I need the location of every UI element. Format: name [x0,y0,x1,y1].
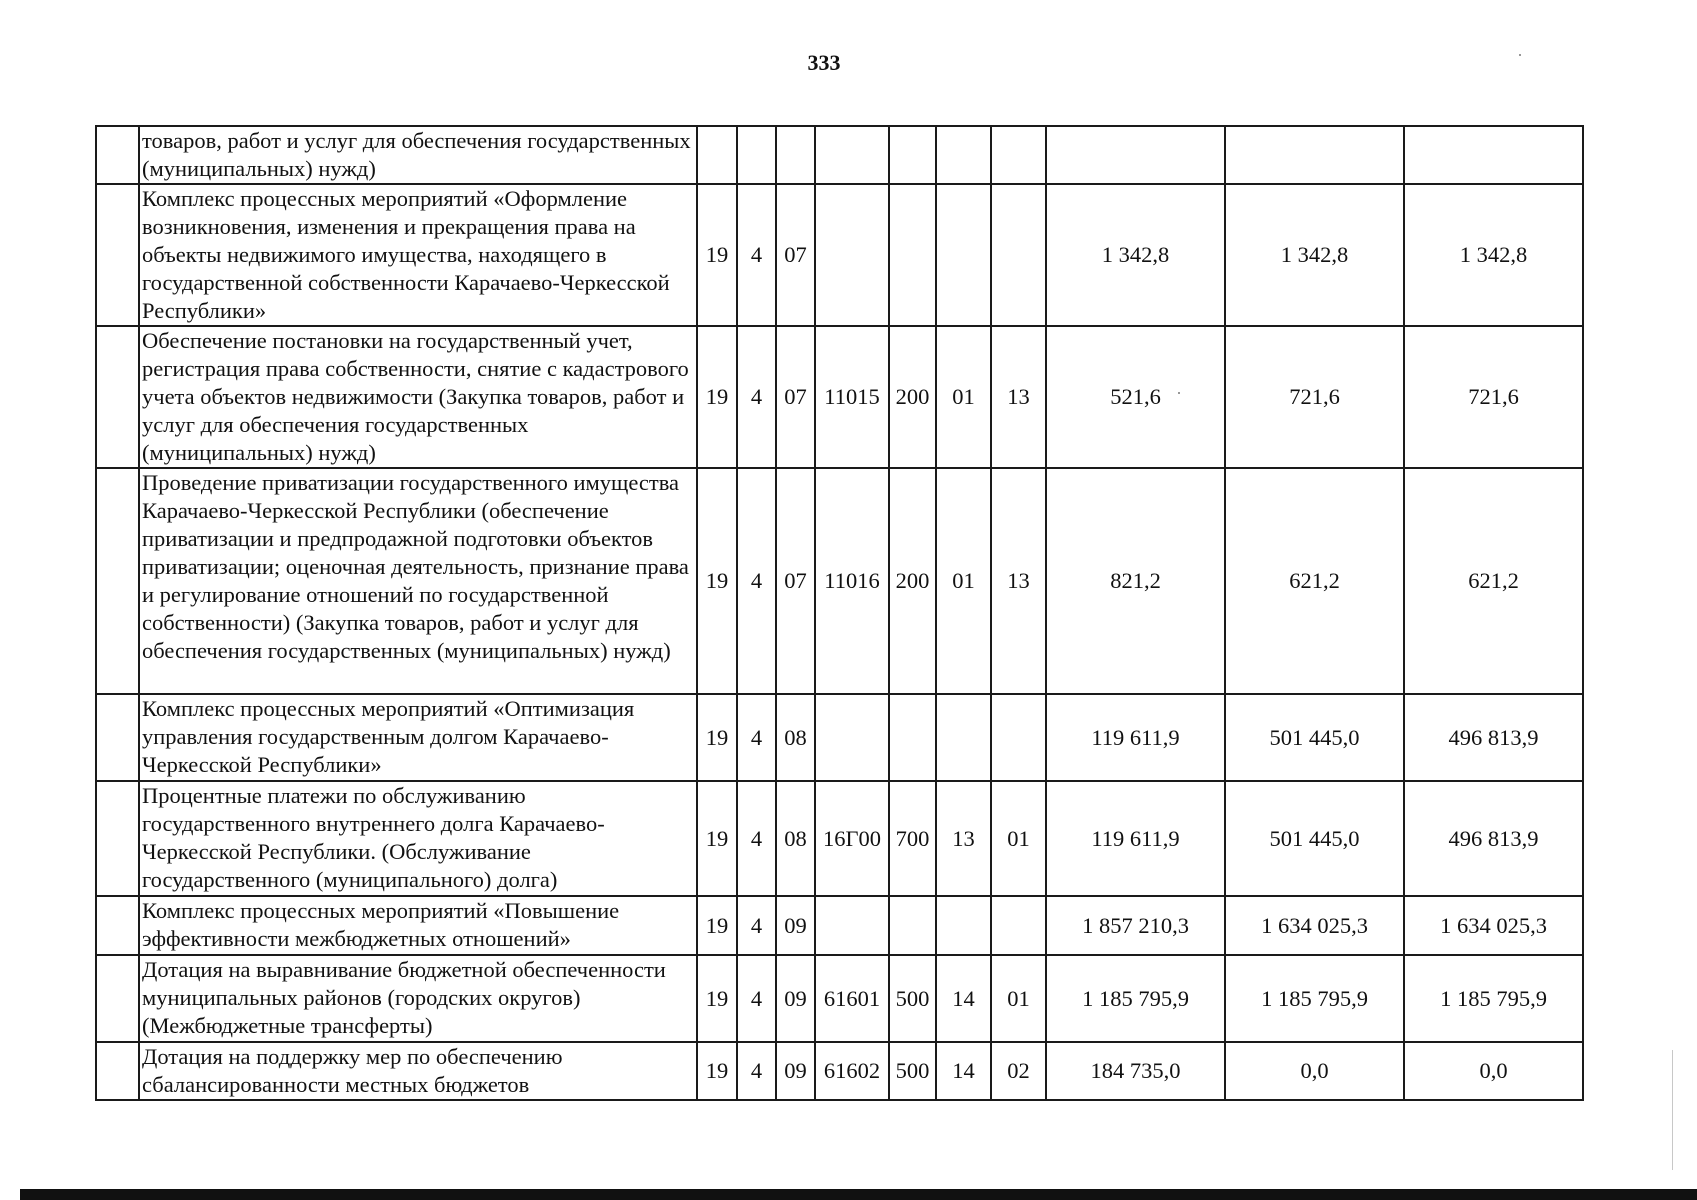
row-description: Процентные платежи по обслуживанию государственного внутреннего долга Карачаево-Черкесской Республики. (Обслуживание государственного (муниципального) долга) [139,781,697,896]
amount-year-2: 501 445,0 [1225,781,1404,896]
scan-margin-line [1672,1050,1673,1170]
code-subsection: 13 [991,468,1046,694]
amount-year-3: 1 185 795,9 [1404,955,1583,1042]
row-index-cell [96,694,139,781]
code-program: 4 [737,184,776,326]
amount-year-3: 1 342,8 [1404,184,1583,326]
code-program: 4 [737,955,776,1042]
amount-year-2: 1 634 025,3 [1225,896,1404,955]
table-row [96,126,1583,184]
code-ministry: 19 [697,326,737,468]
row-description: Дотация на выравнивание бюджетной обеспеченности муниципальных районов (городских округов) (Межбюджетные трансферты) [139,955,697,1042]
row-index-cell [96,955,139,1042]
amount-year-2 [1225,126,1404,184]
table-row [96,326,1583,468]
table-row [96,184,1583,326]
code-ministry: 19 [697,896,737,955]
code-section: 14 [936,1042,991,1100]
amount-year-1: 119 611,9 [1046,694,1225,781]
code-program: 4 [737,1042,776,1100]
code-expense-type: 500 [889,955,936,1042]
amount-year-1: 119 611,9 [1046,781,1225,896]
code-ministry: 19 [697,184,737,326]
row-index-cell [96,896,139,955]
row-description: Дотация на поддержку мер по обеспечению сбалансированности местных бюджетов [139,1042,697,1100]
code-expense-type: 200 [889,326,936,468]
amount-year-2: 0,0 [1225,1042,1404,1100]
amount-year-3: 496 813,9 [1404,694,1583,781]
code-expense-type: 500 [889,1042,936,1100]
amount-year-1: 184 735,0 [1046,1042,1225,1100]
amount-year-2: 621,2 [1225,468,1404,694]
code-program [737,126,776,184]
code-program: 4 [737,896,776,955]
code-subsection: 13 [991,326,1046,468]
code-section: 01 [936,468,991,694]
row-description: Проведение приватизации государственного имущества Карачаево-Черкесской Республики (обеспечение приватизации и предпродажной подготовки объектов приватизации; оценочная деятельность, признание права и регулирование отношений по государственной собственности) (Закупка товаров, работ и услуг для обеспечения государственных (муниципальных) нужд) [139,468,697,694]
row-description: Комплекс процессных мероприятий «Оформление возникновения, изменения и прекращения права на объекты недвижимого имущества, находящего в государственной собственности Карачаево-Черкесской Республики» [139,184,697,326]
row-index-cell [96,184,139,326]
amount-year-2: 501 445,0 [1225,694,1404,781]
code-subsection: 02 [991,1042,1046,1100]
amount-year-1: 1 342,8 [1046,184,1225,326]
code-ministry: 19 [697,781,737,896]
code-subprogram: 07 [776,468,815,694]
row-description: Обеспечение постановки на государственный учет, регистрация права собственности, снятие с кадастрового учета объектов недвижимости (Закупка товаров, работ и услуг для обеспечения государственных (муниципальных) нужд) [139,326,697,468]
code-direction [815,184,889,326]
code-section [936,184,991,326]
code-subprogram: 09 [776,955,815,1042]
code-expense-type [889,896,936,955]
code-ministry: 19 [697,1042,737,1100]
code-subsection [991,694,1046,781]
amount-year-3 [1404,126,1583,184]
scan-bottom-edge [20,1189,1697,1200]
row-index-cell [96,326,139,468]
row-description: товаров, работ и услуг для обеспечения государственных (муниципальных) нужд) [139,126,697,184]
code-direction: 11015 [815,326,889,468]
row-description: Комплекс процессных мероприятий «Повышение эффективности межбюджетных отношений» [139,896,697,955]
code-subprogram: 08 [776,781,815,896]
code-expense-type [889,126,936,184]
code-ministry: 19 [697,694,737,781]
code-section: 14 [936,955,991,1042]
amount-year-3: 721,6 [1404,326,1583,468]
code-direction: 11016 [815,468,889,694]
amount-year-1: 521,6 [1046,326,1225,468]
row-index-cell [96,781,139,896]
code-subprogram: 07 [776,184,815,326]
amount-year-2: 721,6 [1225,326,1404,468]
page-number: 333 [807,50,841,75]
code-direction [815,126,889,184]
amount-year-1: 1 185 795,9 [1046,955,1225,1042]
amount-year-3: 0,0 [1404,1042,1583,1100]
code-section: 13 [936,781,991,896]
code-subsection [991,896,1046,955]
code-ministry: 19 [697,468,737,694]
code-program: 4 [737,781,776,896]
budget-table [95,125,1584,1101]
code-subsection: 01 [991,781,1046,896]
row-index-cell [96,1042,139,1100]
code-subprogram: 09 [776,1042,815,1100]
amount-year-1: 1 857 210,3 [1046,896,1225,955]
code-direction: 16Г00 [815,781,889,896]
amount-year-2: 1 185 795,9 [1225,955,1404,1042]
code-expense-type [889,184,936,326]
code-subprogram: 08 [776,694,815,781]
code-program: 4 [737,694,776,781]
code-subprogram: 09 [776,896,815,955]
table-row [96,468,1583,694]
code-expense-type: 700 [889,781,936,896]
code-direction: 61602 [815,1042,889,1100]
code-expense-type: 200 [889,468,936,694]
code-direction [815,694,889,781]
amount-year-1: 821,2 [1046,468,1225,694]
row-index-cell [96,468,139,694]
code-expense-type [889,694,936,781]
row-description: Комплекс процессных мероприятий «Оптимизация управления государственным долгом Карачаево-Черкесской Республики» [139,694,697,781]
amount-year-3: 496 813,9 [1404,781,1583,896]
code-subprogram: 07 [776,326,815,468]
scan-speck [1519,54,1521,56]
table-row [96,955,1583,1042]
amount-year-3: 621,2 [1404,468,1583,694]
code-subsection: 01 [991,955,1046,1042]
code-program: 4 [737,326,776,468]
code-section: 01 [936,326,991,468]
code-program: 4 [737,468,776,694]
table-row [96,896,1583,955]
code-section [936,694,991,781]
amount-year-1 [1046,126,1225,184]
table-row [96,1042,1583,1100]
code-section [936,126,991,184]
row-index-cell [96,126,139,184]
amount-year-2: 1 342,8 [1225,184,1404,326]
table-row [96,694,1583,781]
code-subsection [991,184,1046,326]
code-direction [815,896,889,955]
code-direction: 61601 [815,955,889,1042]
code-ministry [697,126,737,184]
table-row [96,781,1583,896]
amount-year-3: 1 634 025,3 [1404,896,1583,955]
code-ministry: 19 [697,955,737,1042]
scan-speck [1178,392,1180,394]
code-subsection [991,126,1046,184]
code-subprogram [776,126,815,184]
code-section [936,896,991,955]
